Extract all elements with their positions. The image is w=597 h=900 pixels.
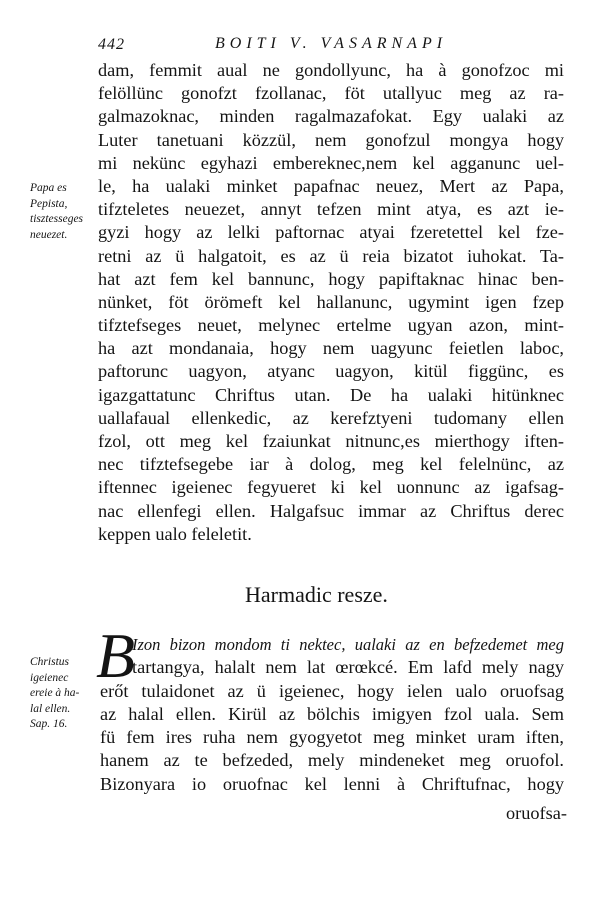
text-line: nünket, föt örömeft kel hallanunc, ugymint igen fzep xyxy=(98,291,564,312)
catchword: oruofsa- xyxy=(506,803,567,823)
text-line: tifztefseges neuet, melynec ertelme ugyan azon, mint- xyxy=(98,315,564,336)
text-line: erőt tulaidonet az ü igeienec, hogy ielen ualo oruofsag xyxy=(100,680,564,701)
text-line: nac ellenfegi ellen. Halgafsuc immar az Chriftus derec xyxy=(98,500,564,521)
margin-note-line: Papa es xyxy=(30,182,67,194)
text-line: ha azt mondanaia, hogy nem uagyunc feietlen laboc, xyxy=(98,338,564,359)
text-line: keppen ualo feleletit. xyxy=(98,523,252,544)
text-line: fzol, ott meg kel fzaiunkat nitnunc,es mierthogy iften- xyxy=(98,431,564,451)
text-line: dam, femmit aual ne gondollyunc, ha à gonofzoc mi xyxy=(98,60,564,80)
page-number: 442 xyxy=(98,36,125,53)
text-line: tifzteletes neuezet, annyt tefzen mint atya, es azt ie- xyxy=(98,199,564,220)
text-line: iftennec igeienec fegyueret ki kel uonnunc az igafsag- xyxy=(98,477,564,498)
margin-note-christus xyxy=(30,655,79,733)
text-line: mi nekünc egyhazi embereknec,nem kel agganunc uel- xyxy=(98,152,564,173)
main-text-block xyxy=(98,59,564,546)
margin-note-line: Pepista, xyxy=(30,197,68,210)
section-heading: Harmadic resze. xyxy=(245,582,388,607)
text-line: retni az ü halgatoit, es az ü reia bizatot iuhokat. Ta- xyxy=(98,245,564,266)
margin-note-line: Sap. 16. xyxy=(30,718,68,730)
running-head: BOITI V. VASARNAPI xyxy=(215,35,448,52)
text-line: le, ha ualaki minket papafnac neuez, Mert az Papa, xyxy=(98,175,564,196)
margin-note-line: Christus xyxy=(30,656,69,668)
text-line: igazgattatunc Chriftus utan. De ha ualaki hitünknec xyxy=(98,384,564,405)
text-line: galmazoknac, minden ragalmazafokat. Egy ualaki az xyxy=(98,106,564,127)
text-line: paftorunc uagyon, atyanc uagyon, kitül figgünc, es xyxy=(98,361,564,382)
margin-note-line: igeienec xyxy=(30,671,69,684)
text-line: hanem az te befzeded, mely mindeneket meg oruofol. xyxy=(100,750,564,771)
text-line: uallafaual ellenkedic, az kerefztyeni tudomany ellen xyxy=(98,407,564,428)
drop-cap-initial: B xyxy=(96,620,136,691)
text-line: fü fem ires ruha nem gyogyetot meg minket uram iften, xyxy=(100,727,564,748)
text-line: az halal ellen. Kirül az bölchis imigyen fzol uala. Sem xyxy=(100,703,564,724)
text-line: nec tifztefsegebe iar à dolog, meg kel felelnünc, az xyxy=(98,454,564,475)
text-line: felöllünc gonofzt fzollanac, föt utallyuc meg az ra- xyxy=(98,83,564,104)
text-line: gyzi hogy az lelki paftornac atyai fzeretettel kel fze- xyxy=(98,222,564,243)
margin-note-line: ereie à ha- xyxy=(30,687,80,699)
section-text-block xyxy=(100,633,564,796)
margin-note-line: neuezet. xyxy=(30,228,68,241)
text-line: hat azt fem kel bannunc, hogy papiftaknac hinac ben- xyxy=(98,268,564,289)
text-line: Luter tanetuani közzül, nem gonofzul mongya hogy xyxy=(98,129,564,150)
margin-note-line: lal ellen. xyxy=(30,702,71,715)
margin-note-line: tisztesseges xyxy=(30,213,84,225)
margin-note-papa xyxy=(30,181,83,243)
text-line: Izon bizon mondom ti nektec, ualaki az en befzedemet meg xyxy=(132,635,564,654)
text-line: Bizonyara io oruofnac kel lenni à Chriftufnac, hogy xyxy=(100,773,564,794)
text-line: tartangya, halalt nem lat œrœkcé. Em lafd mely nagy xyxy=(132,657,564,678)
